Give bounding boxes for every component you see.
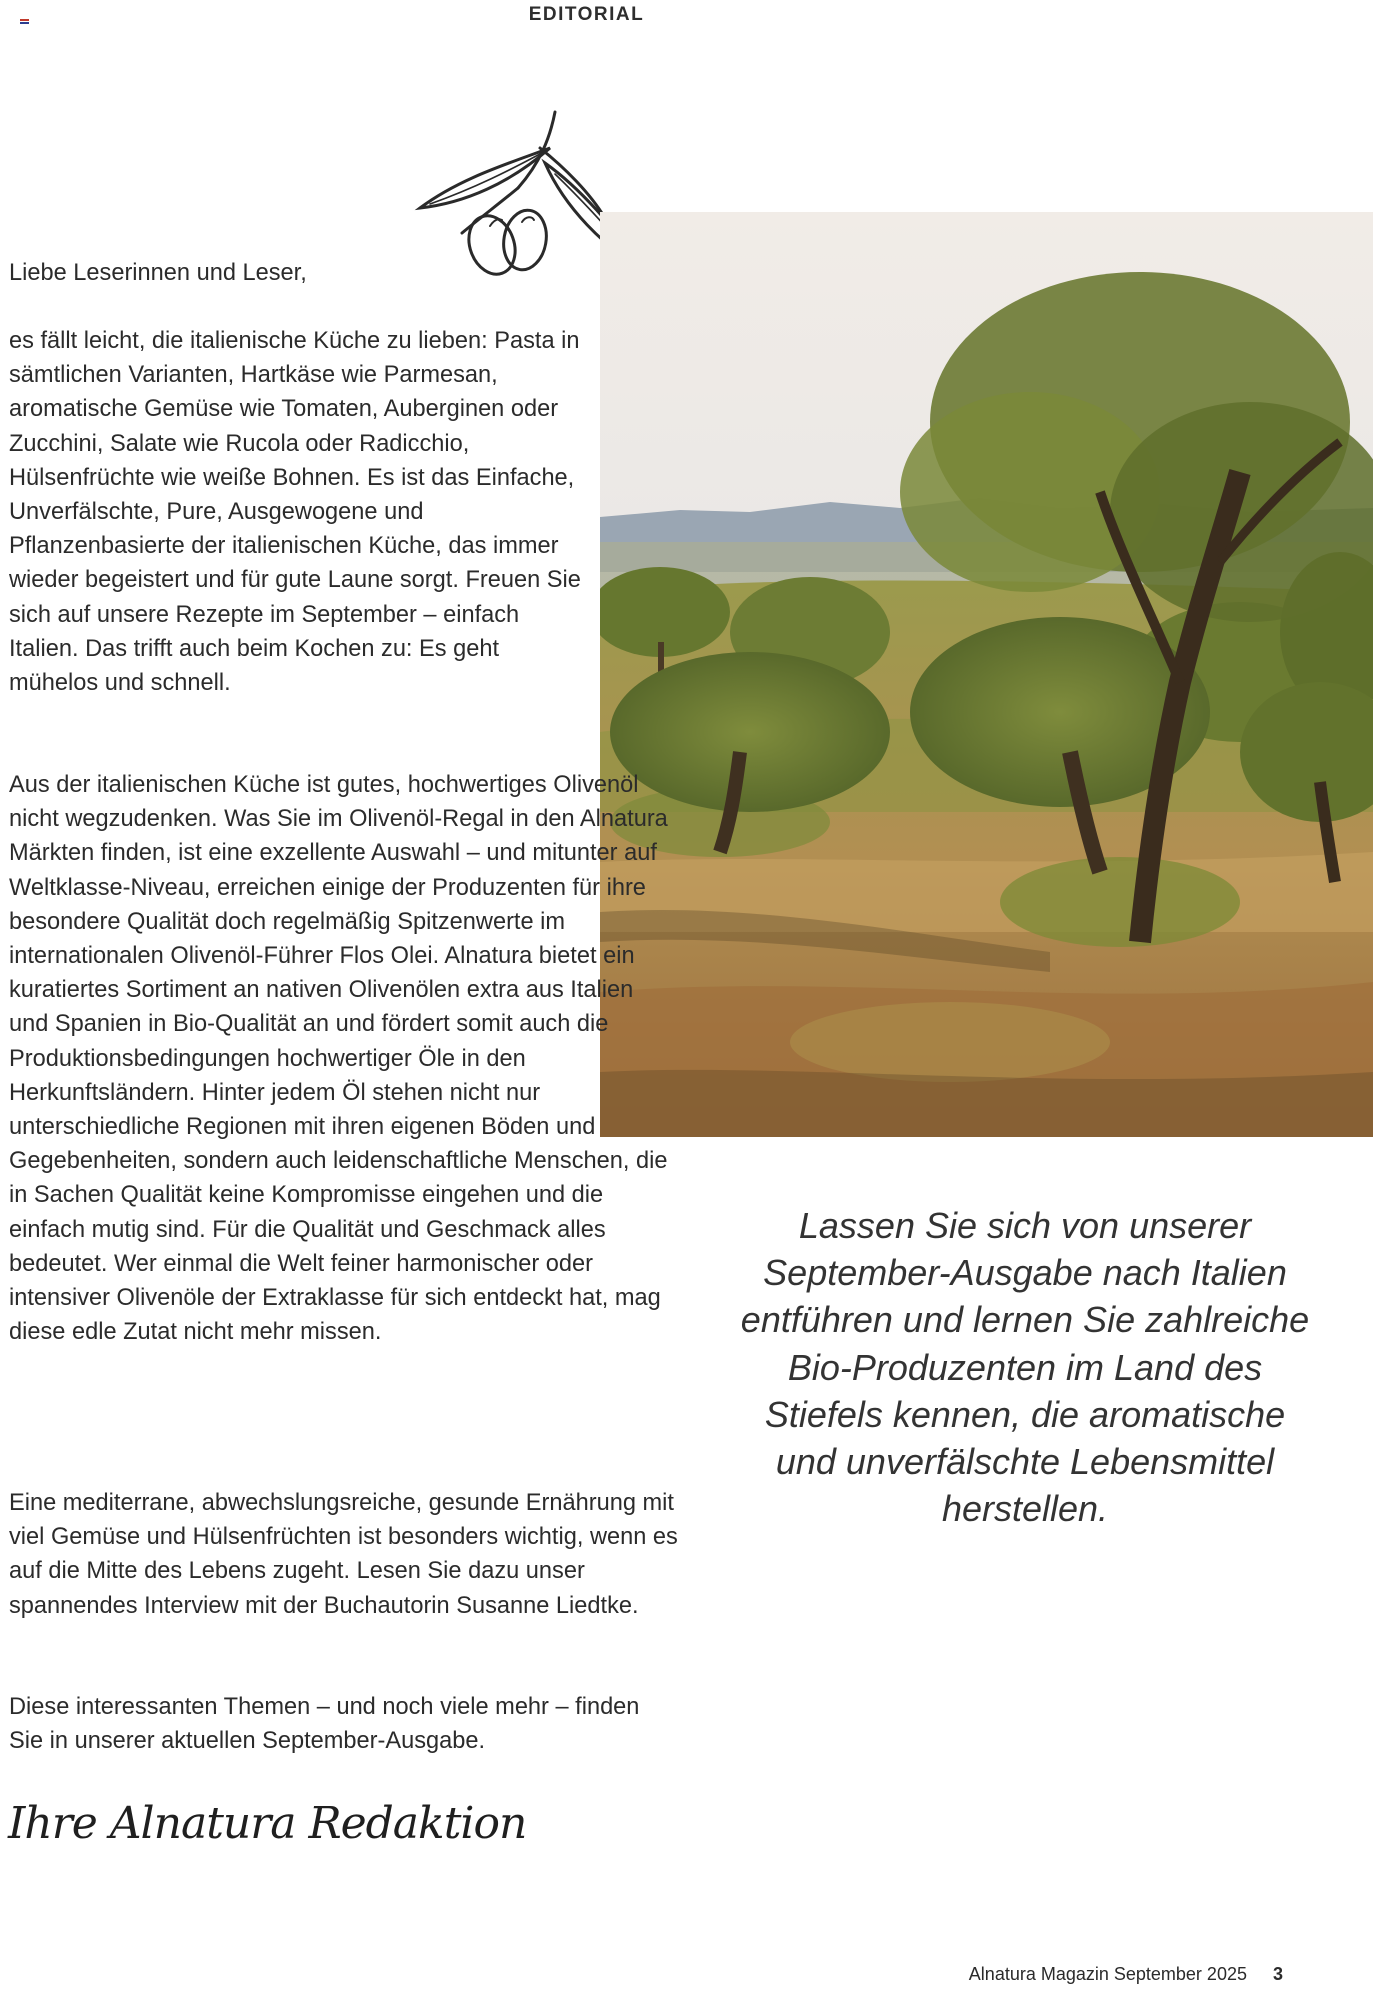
paragraph-text: Eine mediterrane, abwechslungsreiche, gesunde Ernährung mit viel Gemüse und Hülsenfrüchten ist besonders wichtig, wenn es auf die Mitte des Lebens zugeht. Lesen Sie dazu unser spannendes Interview mit der Buchautorin Susanne Liedtke. <box>9 1490 678 1619</box>
letter-paragraph-4 <box>9 1690 679 1758</box>
pull-quote: Lassen Sie sich von unserer September-Ausgabe nach Italien entführen und lernen Sie zahlreiche Bio-Produzenten im Land des Stiefels kennen, die aromatische und unverfälschte Lebensmittel herstellen. <box>740 1205 1310 1530</box>
signature: Ihre Alnatura Redaktion <box>8 1798 527 1849</box>
letter-paragraph-3 <box>9 1486 679 1623</box>
letter-paragraph-1 <box>9 324 594 700</box>
page-number: 3 <box>1272 1964 1283 1984</box>
greeting-text: Liebe Leserinnen und Leser, <box>9 260 307 286</box>
olive-grove-photo <box>600 212 1373 1137</box>
paragraph-text: Aus der italienischen Küche ist gutes, hochwertiges Olivenöl nicht wegzudenken. Was Sie im Olivenöl-Regal in den Alnatura Märkten finden, ist eine exzellente Auswahl – und mitunter auf Weltklasse-Niveau, erreichen einige der Produzenten für ihre besondere Qualität doch regelmäßig Spitzenwerte im internationalen Olivenöl-Führer Flos Olei. Alnatura bietet ein kuratiertes Sortiment an nativen Olivenölen extra aus Italien und Spanien in Bio-Qualität an und fördert somit auch die Produktionsbedingungen hochwertiger Öle in den Herkunftsländern. Hinter jedem Öl stehen nicht nur unterschiedliche Regionen mit ihren eigenen Böden und Gegebenheiten, sondern auch leidenschaftliche Menschen, die in Sachen Qualität keine Kompromisse eingehen und die einfach mutig sind. Für die Qualität und Geschmack alles bedeutet. Wer einmal die Welt feiner harmonischer oder intensiver Olivenöle der Extraklasse für sich entdeckt hat, mag diese edle Zutat nicht mehr missen. <box>9 772 668 1346</box>
paragraph-text: Diese interessanten Themen – und noch viele mehr – finden Sie in unserer aktuellen September-Ausgabe. <box>9 1694 640 1755</box>
section-label: EDITORIAL <box>528 4 645 25</box>
letter-greeting <box>9 256 679 290</box>
page-footer <box>969 1964 1283 1985</box>
paragraph-text: es fällt leicht, die italienische Küche zu lieben: Pasta in sämtlichen Varianten, Hartkäse wie Parmesan, aromatische Gemüse wie Tomaten, Auberginen oder Zucchini, Salate wie Rucola oder Radicchio, Hülsenfrüchte wie weiße Bohnen. Es ist das Einfache, Unverfälschte, Pure, Ausgewogene und Pflanzenbasierte der italienischen Küche, das immer wieder begeistert und für gute Laune sorgt. Freuen Sie sich auf unsere Rezepte im September – einfach Italien. Das trifft auch beim Kochen zu: Es geht mühelos und schnell. <box>9 328 581 697</box>
publication-name: Alnatura Magazin September 2025 <box>968 1964 1247 1984</box>
letter-paragraph-2 <box>9 768 679 1349</box>
